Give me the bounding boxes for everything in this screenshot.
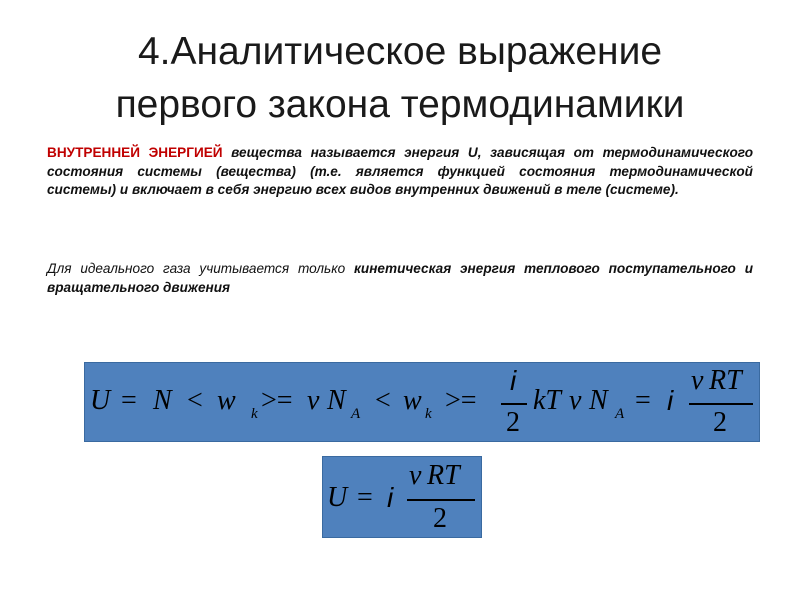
ideal-gas-emphasis: кинетическая энергия теплового поступательного и вращательного движения bbox=[47, 261, 753, 295]
subscript-k-2: k bbox=[425, 406, 432, 422]
fraction-bar-1 bbox=[501, 403, 527, 405]
symbol-2-short: 2 bbox=[433, 503, 447, 534]
subscript-A-2: A bbox=[615, 406, 625, 422]
symbol-nu-numerator: ν bbox=[691, 365, 704, 396]
symbol-2-denominator-2: 2 bbox=[713, 407, 727, 438]
symbol-RT-short: RT bbox=[427, 460, 460, 491]
symbol-i-numerator: i bbox=[510, 365, 517, 396]
symbol-less-than-2: < bbox=[375, 385, 391, 416]
symbol-N: N bbox=[153, 385, 172, 416]
formula-box-full bbox=[84, 362, 760, 442]
symbol-U-short: U bbox=[327, 482, 348, 513]
symbol-less-than: < bbox=[187, 385, 203, 416]
symbol-equals-2: = bbox=[635, 385, 651, 416]
definition-paragraph bbox=[47, 144, 753, 200]
symbol-N-avogadro-2: N bbox=[589, 385, 608, 416]
symbol-nu-short: ν bbox=[409, 460, 422, 491]
symbol-i: i bbox=[667, 385, 674, 416]
definition-text: вещества называется энергия U, зависящая от термодинамического состояния системы (вещества) (т.е. является функцией состояния термодинамической системы) и включает в себя энергию всех видов внутренних движений в теле (системе). bbox=[47, 145, 753, 197]
slide-title-line2: первого закона термодинамики bbox=[115, 83, 685, 126]
formula-box-short bbox=[322, 456, 482, 538]
symbol-i-short: i bbox=[387, 482, 394, 513]
symbol-greater-equals: >= bbox=[261, 385, 293, 416]
subscript-k: k bbox=[251, 406, 258, 422]
symbol-U: U bbox=[90, 385, 111, 416]
subscript-A: A bbox=[351, 406, 361, 422]
symbol-kT: kT bbox=[533, 385, 561, 416]
symbol-greater-equals-2: >= bbox=[445, 385, 477, 416]
slide-title-line1: 4.Аналитическое выражение bbox=[137, 30, 663, 73]
symbol-N-avogadro: N bbox=[327, 385, 346, 416]
fraction-bar-short bbox=[407, 499, 475, 501]
ideal-gas-paragraph bbox=[47, 260, 753, 297]
symbol-nu: ν bbox=[307, 385, 320, 416]
symbol-nu-2: ν bbox=[569, 385, 582, 416]
symbol-w: w bbox=[217, 385, 236, 416]
symbol-equals-short: = bbox=[357, 482, 373, 513]
ideal-gas-lead: Для идеального газа учитывается только bbox=[47, 261, 355, 276]
symbol-equals: = bbox=[121, 385, 137, 416]
symbol-RT-numerator: RT bbox=[709, 365, 742, 396]
term-internal-energy: ВНУТРЕННЕЙ ЭНЕРГИЕЙ bbox=[47, 145, 223, 160]
symbol-w-2: w bbox=[403, 385, 422, 416]
fraction-bar-2 bbox=[689, 403, 753, 405]
symbol-2-denominator: 2 bbox=[506, 407, 520, 438]
